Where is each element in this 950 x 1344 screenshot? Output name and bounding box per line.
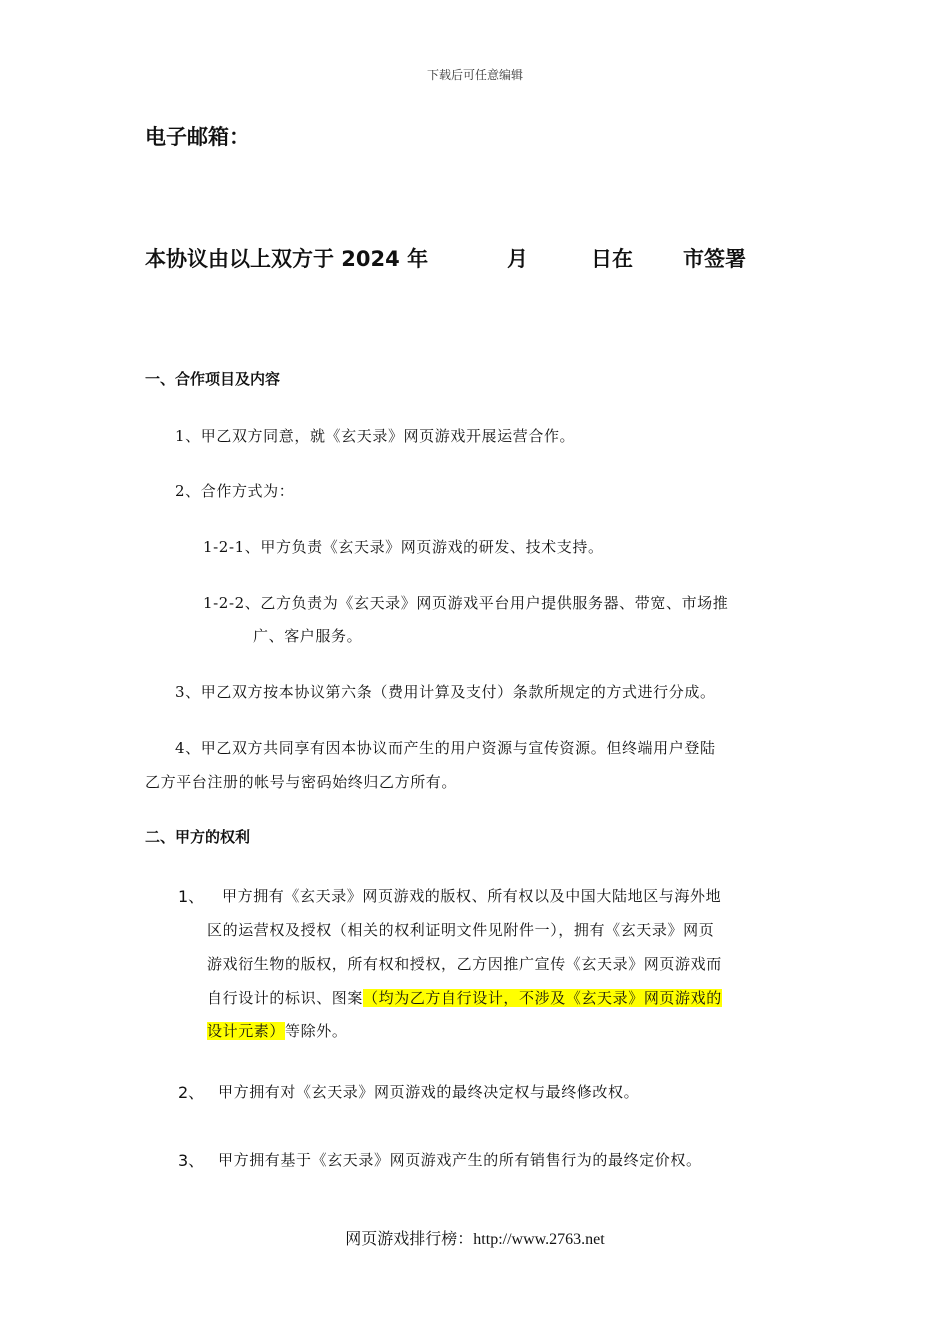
- highlighted-text: 设计元素）: [207, 1022, 286, 1040]
- signing-date-prefix: 本协议由以上双方于 2024 年: [145, 247, 429, 271]
- section2-item2-text: 甲方拥有对《玄天录》网页游戏的最终决定权与最终修改权。: [218, 1083, 640, 1101]
- section2-item1-line5: [207, 1020, 347, 1041]
- section2-item1-line5-text: 等除外。: [285, 1022, 348, 1040]
- signing-day: 日在: [591, 247, 633, 271]
- section2-item1-line4-text: 自行设计的标识、图案: [207, 989, 364, 1007]
- section1-item4-line1: 4、甲乙双方共同享有因本协议而产生的用户资源与宣传资源。但终端用户登陆: [175, 739, 716, 757]
- signing-city: 市签署: [683, 247, 746, 271]
- section2-item1-line3: 游戏衍生物的版权，所有权和授权，乙方因推广宣传《玄天录》网页游戏而: [207, 955, 722, 973]
- section2-item3-text: 甲方拥有基于《玄天录》网页游戏产生的所有销售行为的最终定价权。: [218, 1151, 702, 1169]
- section2-title: 二、甲方的权利: [145, 828, 251, 846]
- section1-item1: 1、甲乙双方同意，就《玄天录》网页游戏开展运营合作。: [175, 427, 576, 445]
- section2-item1-line4: [207, 987, 722, 1008]
- footer-link-text: 网页游戏排行榜：http://www.2763.net: [345, 1231, 605, 1248]
- section1-item3: 3、甲乙双方按本协议第六条（费用计算及支付）条款所规定的方式进行分成。: [175, 683, 716, 701]
- section1-title: 一、合作项目及内容: [145, 370, 281, 388]
- section2-item1-number: 1、: [178, 887, 205, 906]
- section2-item3-number: 3、: [178, 1151, 205, 1170]
- signing-month: 月: [507, 247, 528, 271]
- email-label: 电子邮箱：: [145, 125, 250, 149]
- section2-item2-number: 2、: [178, 1083, 205, 1102]
- section1-item2-2-line1: 1-2-2、乙方负责为《玄天录》网页游戏平台用户提供服务器、带宽、市场推: [203, 594, 729, 612]
- highlighted-text: （均为乙方自行设计，不涉及《玄天录》网页游戏的: [363, 989, 722, 1007]
- header-note: 下载后可任意编辑: [426, 68, 523, 82]
- section1-item2-1: 1-2-1、甲方负责《玄天录》网页游戏的研发、技术支持。: [203, 538, 604, 556]
- section2-item1-line1: 甲方拥有《玄天录》网页游戏的版权、所有权以及中国大陆地区与海外地: [222, 887, 722, 905]
- section1-item4-line2: 乙方平台注册的帐号与密码始终归乙方所有。: [145, 773, 458, 791]
- section1-item2: 2、合作方式为：: [175, 482, 295, 500]
- section2-item1-line2: 区的运营权及授权（相关的权利证明文件见附件一），拥有《玄天录》网页: [207, 921, 715, 939]
- section1-item2-2-line2: 广、客户服务。: [253, 627, 363, 645]
